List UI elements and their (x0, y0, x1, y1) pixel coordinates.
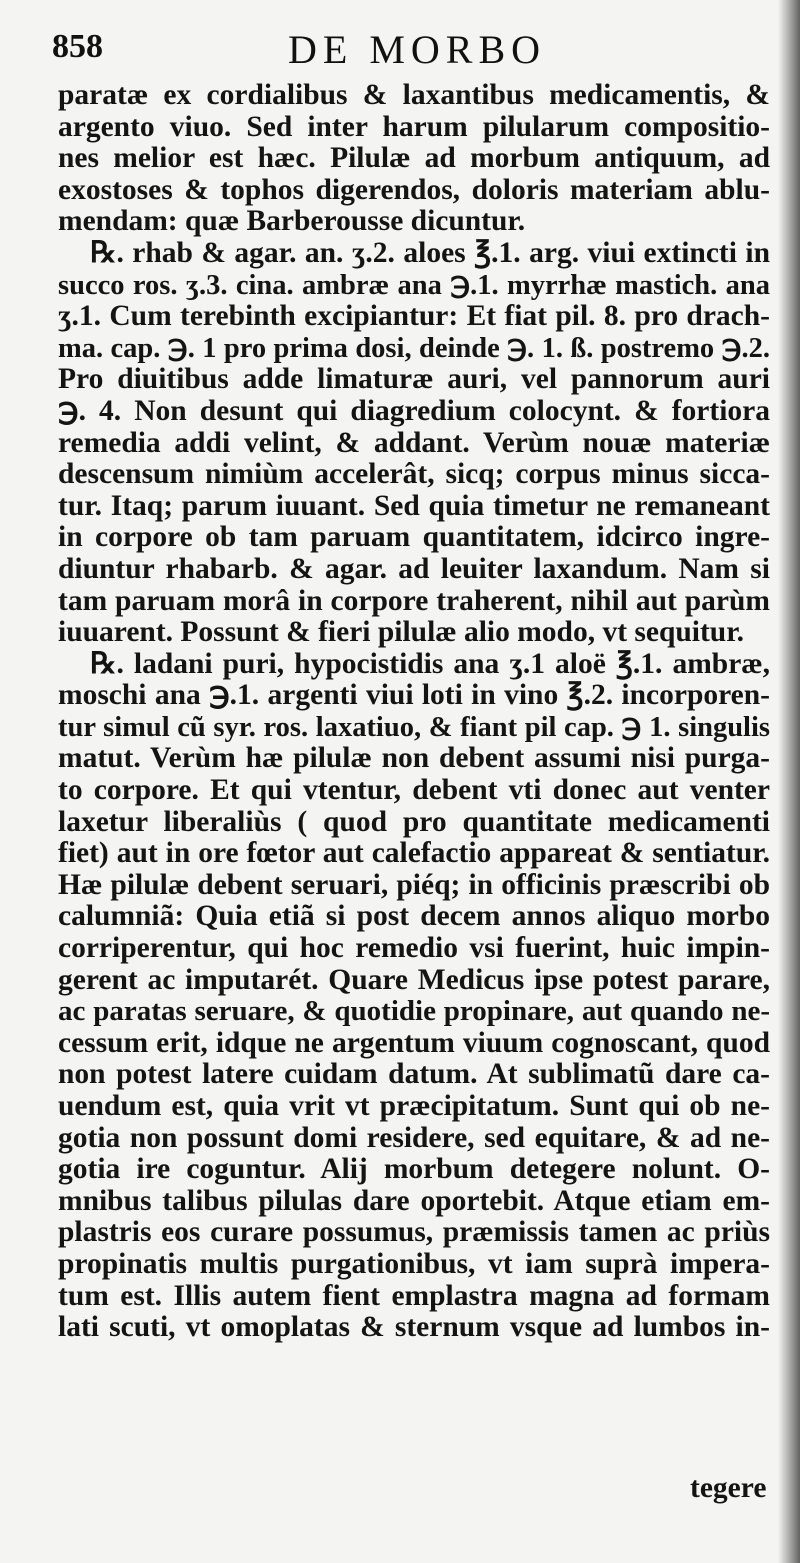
text-line: Hæ pilulæ debent seruari, piéq; in officinis præscribi ob (58, 868, 770, 901)
running-head (0, 26, 800, 74)
text-line: nes melior est hæc. Pilulæ ad morbum antiquum, ad (58, 142, 770, 175)
gutter-shadow (778, 0, 800, 1563)
text-line: plastris eos curare possumus, præmissis tamen ac priùs (58, 1216, 770, 1249)
text-line: uendum est, quia vrit vt præcipitatum. Sunt qui ob ne- (58, 1090, 770, 1122)
text-line: in corpore ob tam paruam quantitatem, idcirco ingre- (58, 521, 770, 554)
text-line: lati scuti, vt omoplatas & sternum vsque ad lumbos in- (58, 1311, 770, 1344)
text-line: moschi ana ℈.1. argenti viui loti in vino ℥.2. incorporen- (58, 679, 770, 712)
text-line: ac paratas seruare, & quotidie propinare, aut quando ne- (58, 995, 770, 1028)
page-number: 858 (52, 28, 103, 65)
text-line: remedia addi velint, & addant. Verùm nouæ materiæ (58, 426, 770, 459)
text-line: matut. Verùm hæ pilulæ non debent assumi nisi purga- (58, 742, 770, 775)
text-line: ℞. rhab & agar. an. ʒ.2. aloes ℥.1. arg. viui extincti in (90, 236, 770, 269)
text-line: tum est. Illis autem fient emplastra magna ad formam (58, 1279, 770, 1312)
text-line: gotia ire coguntur. Alij morbum detegere nolunt. O- (58, 1153, 770, 1186)
text-line: non potest latere cuidam datum. At sublimatũ dare ca- (58, 1058, 770, 1091)
text-line: ℈. 4. Non desunt qui diagredium colocynt. & fortiora (58, 394, 770, 427)
text-line: argento viuo. Sed inter harum pilularum compositio- (58, 110, 770, 143)
text-line: ʒ.1. Cum terebinth excipiantur: Et fiat pil. 8. pro drach- (58, 300, 770, 333)
text-line: descensum nimiùm accelerât, sicq; corpus minus sicca- (58, 458, 770, 491)
text-line: diuntur rhabarb. & agar. ad leuiter laxandum. Nam si (58, 552, 770, 585)
text-line: cessum erit, idque ne argentum viuum cognoscant, quod (58, 1026, 770, 1059)
text-line: exostoses & tophos digerendos, doloris materiam ablu- (58, 173, 770, 206)
text-line: mendam: quæ Barberousse dicuntur. (58, 205, 526, 238)
text-line: succo ros. ʒ.3. cina. ambræ ana ℈.1. myrrhæ mastich. ana (58, 269, 770, 301)
text-line: tur. Itaq; parum iuuant. Sed quia timetur ne remaneant (58, 489, 770, 522)
body-text (58, 80, 770, 1344)
catchword: tegere (690, 1472, 767, 1504)
text-line: tur simul cũ syr. ros. laxatiuo, & fiant pil cap. ℈ 1. singulis (58, 711, 770, 743)
text-line: fiet) aut in ore fœtor aut calefactio appareat & sentiatur. (58, 837, 770, 870)
text-line: gerent ac imputarét. Quare Medicus ipse potest parare, (58, 963, 770, 996)
text-line: gotia non possunt domi residere, sed equitare, & ad ne- (58, 1121, 770, 1154)
text-line: corriperentur, qui hoc remedio vsi fuerint, huic impin- (58, 932, 770, 965)
running-title: DE MORBO (288, 27, 547, 72)
text-line: to corpore. Et qui vtentur, debent vti donec aut venter (58, 774, 770, 807)
text-line: Pro diuitibus adde limaturæ auri, vel pannorum auri (58, 363, 770, 396)
text-line: ℞. ladani puri, hypocistidis ana ʒ.1 aloë ℥.1. ambræ, (90, 647, 770, 680)
text-line: tam paruam morâ in corpore traherent, nihil aut parùm (58, 584, 770, 617)
text-line: ma. cap. ℈. 1 pro prima dosi, deinde ℈. 1. ß. postremo ℈.2. (58, 332, 770, 364)
text-line: propinatis multis purgationibus, vt iam suprà impera- (58, 1247, 770, 1280)
text-line: calumniã: Quia etiã si post decem annos aliquo morbo (58, 900, 770, 933)
text-line: iuuarent. Possunt & fieri pilulæ alio modo, vt sequitur. (58, 616, 744, 649)
text-line: paratæ ex cordialibus & laxantibus medicamentis, & (58, 79, 770, 111)
text-line: laxetur liberaliùs ( quod pro quantitate medicamenti (58, 805, 770, 838)
text-line: mnibus talibus pilulas dare oportebit. Atque etiam em- (58, 1184, 770, 1217)
